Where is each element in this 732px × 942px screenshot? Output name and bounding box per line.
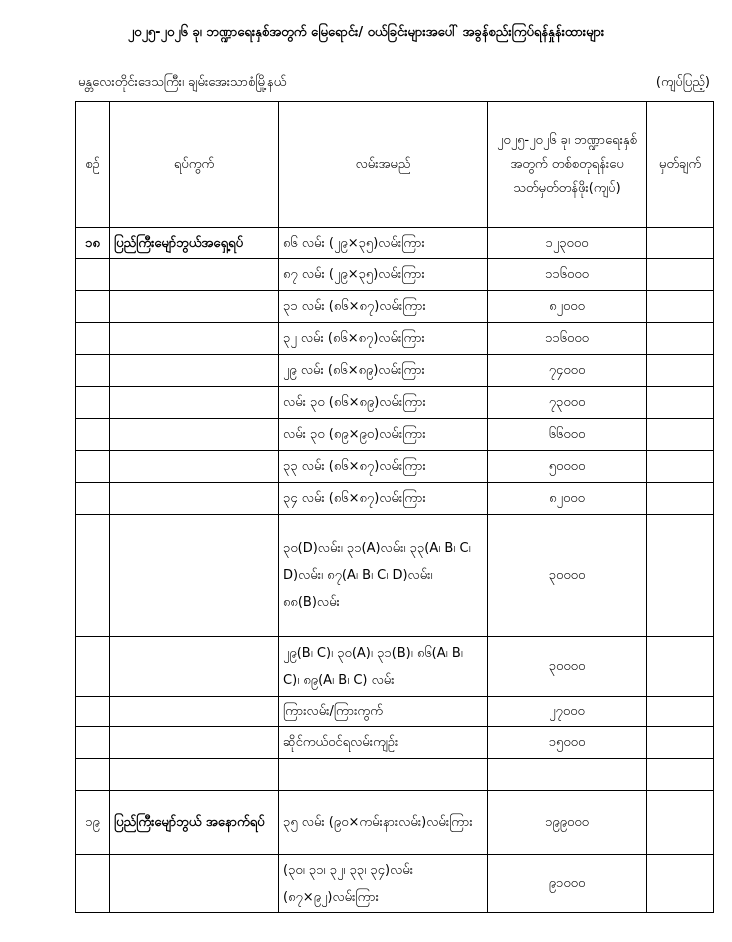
row-ward: [110, 323, 279, 355]
row-value: ၇၄၀၀၀: [488, 355, 647, 387]
row-street: ၈၇ လမ်း (၂၉×၃၅)လမ်းကြား: [279, 259, 488, 291]
document-title: ၂၀၂၅-၂၀၂၆ ခု၊ ဘဏ္ဍာရေးနှစ်အတွက် မြေရောင်း/ ဝယ်ခြင်းများအပေါ် အခွန်စည်းကြပ်ရန်နှုန်းထားများ: [127, 25, 605, 40]
row-ward: [110, 259, 279, 291]
row-street: ၂၉(B၊ C)၊ ၃၀(A)၊ ၃၁(B)၊ ၈၆(A၊ B၊ C)၊ ၈၉(A၊ B၊ C) လမ်း: [279, 637, 488, 697]
header-remark: မှတ်ချက်: [647, 102, 714, 228]
row-ward: [110, 483, 279, 515]
table-row: [76, 228, 714, 259]
row-street: ၃၂ လမ်း (၈၆×၈၇)လမ်းကြား: [279, 323, 488, 355]
row-remark: [647, 697, 714, 727]
header-value: ၂၀၂၅-၂၀၂၆ ခု၊ ဘဏ္ဍာရေးနှစ်အတွက် တစ်စတုရန်းပေ သတ်မှတ်တန်ဖိုး(ကျပ်): [488, 102, 647, 228]
row-remark: [647, 291, 714, 323]
row-street: ကြားလမ်း/ကြားကွက်: [279, 697, 488, 727]
row-no: [76, 697, 110, 727]
row-street: လမ်း ၃၀ (၈၉×၉၀)လမ်းကြား: [279, 419, 488, 451]
row-value: ၂၇၀၀၀: [488, 697, 647, 727]
row-value: ၇၃၀၀၀: [488, 387, 647, 419]
row-remark: [647, 419, 714, 451]
row-ward: [110, 727, 279, 759]
header-no: စဉ်: [76, 102, 110, 228]
row-no: ၁၉: [76, 791, 110, 855]
row-remark: [647, 259, 714, 291]
row-remark: [647, 515, 714, 637]
table-row: [76, 291, 714, 323]
row-value: ၁၁၆၀၀၀: [488, 259, 647, 291]
row-ward: ပြည်ကြီးမျော်ဘွယ်အရှေ့ရပ်: [110, 228, 279, 259]
row-street: ဆိုင်ကယ်ဝင်ရလမ်းကျဉ်း: [279, 727, 488, 759]
table-row: [76, 419, 714, 451]
row-street: ၃၃ လမ်း (၈၆×၈၇)လမ်းကြား: [279, 451, 488, 483]
row-no: [76, 855, 110, 913]
table-row: [76, 259, 714, 291]
row-value: ၉၁၀၀၀: [488, 855, 647, 913]
row-street: လမ်း ၃၀ (၈၆×၈၉)လမ်းကြား: [279, 387, 488, 419]
row-remark: [647, 323, 714, 355]
header-street: လမ်းအမည်: [279, 102, 488, 228]
row-value: ၅၀၀၀၀: [488, 451, 647, 483]
table-row-empty: [76, 759, 714, 791]
row-no: [76, 419, 110, 451]
row-value: ၃၀၀၀၀: [488, 515, 647, 637]
row-no: [76, 727, 110, 759]
row-street: ၂၉ လမ်း (၈၆×၈၉)လမ်းကြား: [279, 355, 488, 387]
row-remark: [647, 483, 714, 515]
row-ward: [110, 387, 279, 419]
rates-table: [75, 101, 714, 913]
row-ward: [110, 515, 279, 637]
row-street: (၃၀၊ ၃၁၊ ၃၂၊ ၃၃၊ ၃၄)လမ်း (၈၇×၉၂)လမ်းကြား: [279, 855, 488, 913]
unit-label: (ကျပ်ပြည့်): [655, 75, 710, 90]
row-no: [76, 483, 110, 515]
row-value: ၁၉၉၀၀၀: [488, 791, 647, 855]
row-no: [76, 451, 110, 483]
row-remark: [647, 228, 714, 259]
row-value: ၃၀၀၀၀: [488, 637, 647, 697]
row-remark: [647, 791, 714, 855]
table-row: [76, 355, 714, 387]
header-ward: ရပ်ကွက်: [110, 102, 279, 228]
table-row: [76, 791, 714, 855]
row-street: ၃၀(D)လမ်း၊ ၃၁(A)လမ်း၊ ၃၃(A၊ B၊ C၊ D)လမ်း၊ ၈၇(A၊ B၊ C၊ D)လမ်း၊ ၈၈(B)လမ်း: [279, 515, 488, 637]
table-row: [76, 727, 714, 759]
row-value: ၁၅၀၀၀: [488, 727, 647, 759]
row-ward: [110, 637, 279, 697]
row-ward: [110, 697, 279, 727]
row-value: ၁၂၃၀၀၀: [488, 228, 647, 259]
row-no: [76, 387, 110, 419]
row-no: [76, 259, 110, 291]
row-remark: [647, 451, 714, 483]
row-value: ၁၁၆၀၀၀: [488, 323, 647, 355]
table-row: [76, 855, 714, 913]
region-label: မန္တလေးတိုင်းဒေသကြီး၊ ချမ်းအေးသာစံမြို့နယ်: [78, 75, 287, 90]
row-ward: [110, 419, 279, 451]
table-row: [76, 451, 714, 483]
row-street: [279, 759, 488, 791]
table-row: [76, 483, 714, 515]
row-value: [488, 759, 647, 791]
table-row: [76, 697, 714, 727]
row-remark: [647, 727, 714, 759]
row-no: [76, 291, 110, 323]
row-no: ၁၈: [76, 228, 110, 259]
header-row: [76, 102, 714, 228]
table-row: [76, 515, 714, 637]
row-no: [76, 759, 110, 791]
row-remark: [647, 387, 714, 419]
row-remark: [647, 855, 714, 913]
row-street: ၃၅ လမ်း (၉၀×ကမ်းနားလမ်း)လမ်းကြား: [279, 791, 488, 855]
row-street: ၃၁ လမ်း (၈၆×၈၇)လမ်းကြား: [279, 291, 488, 323]
row-remark: [647, 759, 714, 791]
row-street: ၃၄ လမ်း (၈၆×၈၇)လမ်းကြား: [279, 483, 488, 515]
table-row: [76, 637, 714, 697]
row-value: ၈၂၀၀၀: [488, 483, 647, 515]
row-ward: [110, 451, 279, 483]
row-remark: [647, 355, 714, 387]
row-no: [76, 355, 110, 387]
table-row: [76, 387, 714, 419]
row-ward: [110, 291, 279, 323]
table-row: [76, 323, 714, 355]
row-no: [76, 323, 110, 355]
row-no: [76, 637, 110, 697]
row-no: [76, 515, 110, 637]
row-ward: [110, 355, 279, 387]
row-street: ၈၆ လမ်း (၂၉×၃၅)လမ်းကြား: [279, 228, 488, 259]
row-ward: ပြည်ကြီးမျော်ဘွယ် အနောက်ရပ်: [110, 791, 279, 855]
row-value: ၈၂၀၀၀: [488, 291, 647, 323]
row-ward: [110, 759, 279, 791]
row-value: ၆၆၀၀၀: [488, 419, 647, 451]
row-ward: [110, 855, 279, 913]
row-remark: [647, 637, 714, 697]
